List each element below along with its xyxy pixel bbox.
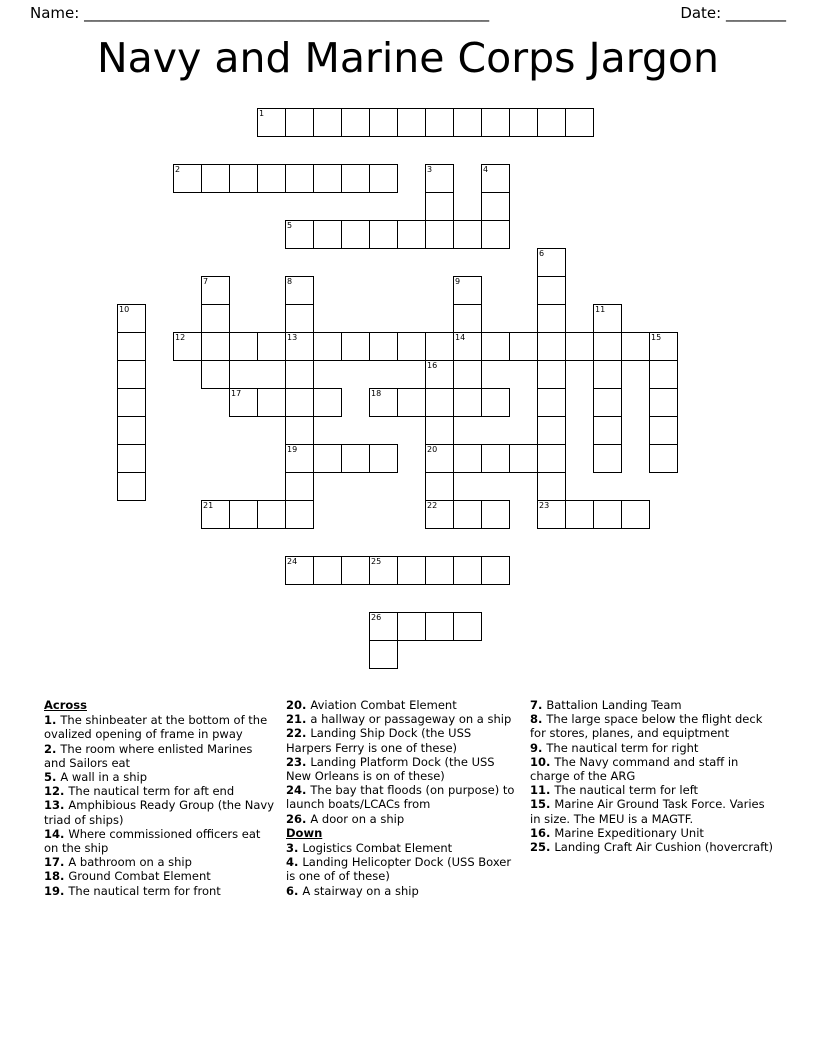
clue-number: 22.: [286, 726, 311, 741]
crossword-cell[interactable]: [201, 360, 230, 389]
clue-number: 12.: [44, 784, 69, 799]
crossword-cell[interactable]: [425, 108, 454, 137]
clue-text: Logistics Combat Element: [302, 841, 453, 856]
crossword-cell[interactable]: [537, 416, 566, 445]
clue-text: The large space below the flight deck for stores, planes, and equiptment: [530, 712, 763, 741]
crossword-cell[interactable]: [285, 304, 314, 333]
clue-item: [286, 855, 516, 883]
clues-column-1: [44, 698, 276, 898]
crossword-cell[interactable]: [117, 332, 146, 361]
cell-number: 17: [231, 389, 242, 398]
crossword-cell[interactable]: [341, 108, 370, 137]
crossword-cell[interactable]: [481, 444, 510, 473]
crossword-cell[interactable]: [285, 472, 314, 501]
name-date-row: [30, 4, 786, 22]
crossword-cell[interactable]: [453, 388, 482, 417]
crossword-cell[interactable]: [425, 220, 454, 249]
crossword-cell[interactable]: [285, 332, 314, 361]
crossword-cell[interactable]: [117, 360, 146, 389]
crossword-cell[interactable]: [425, 332, 454, 361]
crossword-cell[interactable]: [369, 332, 398, 361]
crossword-cell[interactable]: [453, 332, 482, 361]
crossword-cell[interactable]: [229, 500, 258, 529]
crossword-cell[interactable]: [285, 108, 314, 137]
cell-number: 3: [427, 165, 433, 174]
crossword-cell[interactable]: [425, 612, 454, 641]
crossword-cell[interactable]: [481, 332, 510, 361]
crossword-cell[interactable]: [481, 500, 510, 529]
crossword-cell[interactable]: [257, 164, 286, 193]
crossword-cell[interactable]: [369, 164, 398, 193]
crossword-cell[interactable]: [229, 332, 258, 361]
crossword-cell[interactable]: [369, 556, 398, 585]
crossword-cell[interactable]: [341, 332, 370, 361]
crossword-cell[interactable]: [537, 388, 566, 417]
clue-number: 15.: [530, 797, 555, 812]
clue-text: The nautical term for right: [546, 740, 699, 755]
crossword-cell[interactable]: [509, 444, 538, 473]
crossword-cell[interactable]: [425, 164, 454, 193]
cell-number: 9: [455, 277, 461, 286]
clue-item: [530, 712, 774, 740]
crossword-cell[interactable]: [565, 500, 594, 529]
clue-item: [44, 798, 276, 826]
crossword-cell[interactable]: [453, 276, 482, 305]
clue-item: [44, 784, 276, 798]
crossword-cell[interactable]: [201, 164, 230, 193]
clue-item: [44, 869, 276, 883]
crossword-cell[interactable]: [453, 304, 482, 333]
clue-item: [286, 712, 516, 726]
clue-number: 2.: [44, 741, 61, 756]
cell-number: 5: [287, 221, 293, 230]
crossword-cell[interactable]: [593, 416, 622, 445]
crossword-cell[interactable]: [313, 220, 342, 249]
crossword-grid[interactable]: [0, 108, 816, 688]
clue-text: a hallway or passageway on a ship: [310, 712, 512, 727]
crossword-cell[interactable]: [565, 332, 594, 361]
clue-number: 24.: [286, 783, 311, 798]
crossword-cell[interactable]: [285, 416, 314, 445]
cell-number: 15: [651, 333, 662, 342]
cell-number: 10: [119, 305, 130, 314]
crossword-cell[interactable]: [313, 388, 342, 417]
crossword-cell[interactable]: [201, 332, 230, 361]
crossword-cell[interactable]: [173, 164, 202, 193]
crossword-cell[interactable]: [537, 500, 566, 529]
crossword-cell[interactable]: [285, 360, 314, 389]
crossword-cell[interactable]: [229, 388, 258, 417]
clue-number: 9.: [530, 740, 547, 755]
clue-number: 4.: [286, 855, 303, 870]
crossword-cell[interactable]: [369, 612, 398, 641]
clue-number: 21.: [286, 712, 311, 727]
crossword-cell[interactable]: [369, 640, 398, 669]
clue-item: [44, 770, 276, 784]
cell-number: 24: [287, 557, 298, 566]
clue-number: 3.: [286, 841, 303, 856]
crossword-cell[interactable]: [285, 388, 314, 417]
clue-text: Ground Combat Element: [68, 869, 211, 884]
crossword-cell[interactable]: [201, 500, 230, 529]
crossword-cell[interactable]: [425, 444, 454, 473]
clue-text: The nautical term for left: [554, 783, 699, 798]
clue-item: [44, 884, 276, 898]
crossword-cell[interactable]: [313, 556, 342, 585]
cell-number: 18: [371, 389, 382, 398]
crossword-cell[interactable]: [649, 444, 678, 473]
clues-column-3: [530, 698, 774, 854]
clue-number: 14.: [44, 826, 69, 841]
crossword-cell[interactable]: [453, 556, 482, 585]
crossword-cell[interactable]: [313, 108, 342, 137]
crossword-cell[interactable]: [285, 164, 314, 193]
crossword-cell[interactable]: [313, 444, 342, 473]
crossword-cell[interactable]: [481, 556, 510, 585]
clue-number: 25.: [530, 840, 555, 855]
crossword-cell[interactable]: [117, 472, 146, 501]
crossword-cell[interactable]: [285, 500, 314, 529]
clue-text: Aviation Combat Element: [310, 698, 457, 712]
across-heading: Across: [44, 698, 87, 712]
clue-text: A door on a ship: [310, 811, 405, 826]
cell-number: 8: [287, 277, 293, 286]
clue-item: [530, 755, 774, 783]
crossword-cell[interactable]: [425, 500, 454, 529]
crossword-cell[interactable]: [257, 500, 286, 529]
clue-number: 8.: [530, 712, 547, 727]
crossword-cell[interactable]: [481, 220, 510, 249]
crossword-cell[interactable]: [537, 276, 566, 305]
clue-item: [286, 726, 516, 754]
clues-column-2: [286, 698, 516, 898]
crossword-cell[interactable]: [453, 444, 482, 473]
crossword-cell[interactable]: [369, 388, 398, 417]
crossword-cell[interactable]: [481, 108, 510, 137]
clue-text: Amphibious Ready Group (the Navy triad of ships): [44, 798, 275, 827]
clue-text: The shinbeater at the bottom of the ovalized opening of frame in pway: [44, 713, 268, 742]
crossword-cell[interactable]: [341, 444, 370, 473]
clue-item: [286, 841, 516, 855]
crossword-cell[interactable]: [537, 444, 566, 473]
clue-item: [530, 797, 774, 825]
crossword-cell[interactable]: [537, 108, 566, 137]
date-label: Date: ________: [680, 4, 786, 22]
crossword-cell[interactable]: [537, 360, 566, 389]
crossword-cell[interactable]: [649, 360, 678, 389]
crossword-cell[interactable]: [369, 444, 398, 473]
clue-text: The nautical term for front: [68, 883, 221, 898]
clue-item: [530, 840, 774, 854]
crossword-cell[interactable]: [537, 304, 566, 333]
crossword-cell[interactable]: [313, 332, 342, 361]
clue-number: 18.: [44, 869, 69, 884]
crossword-cell[interactable]: [425, 472, 454, 501]
crossword-cell[interactable]: [341, 164, 370, 193]
crossword-cell[interactable]: [649, 416, 678, 445]
crossword-cell[interactable]: [537, 248, 566, 277]
clue-number: 11.: [530, 783, 555, 798]
crossword-cell[interactable]: [621, 332, 650, 361]
crossword-cell[interactable]: [425, 388, 454, 417]
clue-item: [286, 783, 516, 811]
crossword-cell[interactable]: [537, 332, 566, 361]
crossword-cell[interactable]: [285, 220, 314, 249]
clues-section: [44, 698, 774, 968]
crossword-cell[interactable]: [117, 444, 146, 473]
clue-text: A wall in a ship: [60, 770, 148, 785]
cell-number: 20: [427, 445, 438, 454]
cell-number: 6: [539, 249, 545, 258]
cell-number: 12: [175, 333, 186, 342]
crossword-cell[interactable]: [649, 388, 678, 417]
crossword-cell[interactable]: [369, 108, 398, 137]
cell-number: 22: [427, 501, 438, 510]
clue-text: The bay that floods (on purpose) to launch boats/LCACs from: [286, 783, 515, 812]
crossword-cell[interactable]: [397, 388, 426, 417]
clue-text: Landing Platform Dock (the USS New Orleans is on of these): [286, 754, 495, 784]
crossword-cell[interactable]: [257, 388, 286, 417]
crossword-cell[interactable]: [621, 500, 650, 529]
cell-number: 7: [203, 277, 209, 286]
clue-item: [286, 698, 516, 712]
crossword-cell[interactable]: [201, 304, 230, 333]
crossword-cell[interactable]: [285, 276, 314, 305]
clue-number: 19.: [44, 883, 69, 898]
clue-text: Landing Craft Air Cushion (hovercraft): [554, 840, 774, 855]
clue-number: 13.: [44, 798, 69, 813]
clue-item: [44, 742, 276, 770]
crossword-cell[interactable]: [481, 388, 510, 417]
clue-text: A bathroom on a ship: [68, 855, 192, 870]
crossword-cell[interactable]: [397, 332, 426, 361]
crossword-cell[interactable]: [285, 444, 314, 473]
crossword-cell[interactable]: [593, 388, 622, 417]
cell-number: 26: [371, 613, 382, 622]
crossword-cell[interactable]: [201, 276, 230, 305]
cell-number: 23: [539, 501, 550, 510]
clue-number: 1.: [44, 713, 61, 728]
clue-text: The room where enlisted Marines and Sailors eat: [44, 741, 253, 770]
clue-text: The nautical term for aft end: [68, 784, 235, 799]
crossword-cell[interactable]: [593, 500, 622, 529]
cell-number: 13: [287, 333, 298, 342]
crossword-cell[interactable]: [593, 332, 622, 361]
clue-item: [44, 855, 276, 869]
clue-text: Marine Expeditionary Unit: [554, 825, 704, 840]
clue-item: [530, 698, 774, 712]
cell-number: 16: [427, 361, 438, 370]
crossword-cell[interactable]: [593, 304, 622, 333]
cell-number: 4: [483, 165, 489, 174]
crossword-cell[interactable]: [453, 500, 482, 529]
crossword-cell[interactable]: [397, 108, 426, 137]
crossword-cell[interactable]: [397, 612, 426, 641]
crossword-cell[interactable]: [481, 164, 510, 193]
clue-item: [530, 826, 774, 840]
crossword-cell[interactable]: [313, 164, 342, 193]
clue-item: [286, 755, 516, 783]
down-heading: Down: [286, 825, 323, 840]
cell-number: 1: [259, 109, 265, 118]
crossword-cell[interactable]: [453, 108, 482, 137]
clue-text: A stairway on a ship: [302, 883, 419, 898]
clue-number: 7.: [530, 698, 547, 712]
clue-text: The Navy command and staff in charge of the ARG: [530, 754, 739, 784]
crossword-cell[interactable]: [285, 556, 314, 585]
clue-text: Landing Ship Dock (the USS Harpers Ferry is one of these): [286, 726, 472, 755]
crossword-cell[interactable]: [117, 304, 146, 333]
crossword-cell[interactable]: [397, 220, 426, 249]
cell-number: 2: [175, 165, 181, 174]
crossword-cell[interactable]: [425, 556, 454, 585]
clue-number: 20.: [286, 698, 311, 712]
clue-text: Where commissioned officers eat on the ship: [44, 826, 261, 856]
cell-number: 11: [595, 305, 606, 314]
crossword-cell[interactable]: [341, 220, 370, 249]
clue-number: 26.: [286, 811, 311, 826]
crossword-cell[interactable]: [509, 108, 538, 137]
crossword-cell[interactable]: [453, 360, 482, 389]
crossword-cell[interactable]: [649, 332, 678, 361]
clue-number: 6.: [286, 883, 303, 898]
crossword-cell[interactable]: [397, 556, 426, 585]
clue-text: Landing Helicopter Dock (USS Boxer is one of of these): [286, 855, 512, 884]
clue-item: [530, 741, 774, 755]
crossword-cell[interactable]: [257, 108, 286, 137]
clue-number: 17.: [44, 855, 69, 870]
clue-item: [44, 827, 276, 855]
cell-number: 21: [203, 501, 214, 510]
crossword-cell[interactable]: [229, 164, 258, 193]
clue-item: [44, 713, 276, 741]
clue-number: 5.: [44, 770, 61, 785]
crossword-cell[interactable]: [481, 192, 510, 221]
clue-item: [286, 812, 516, 826]
crossword-cell[interactable]: [341, 556, 370, 585]
clue-text: Marine Air Ground Task Force. Varies in size. The MEU is a MAGTF.: [530, 797, 765, 826]
crossword-cell[interactable]: [565, 108, 594, 137]
cell-number: 19: [287, 445, 298, 454]
crossword-cell[interactable]: [593, 444, 622, 473]
crossword-cell[interactable]: [509, 332, 538, 361]
cell-number: 25: [371, 557, 382, 566]
clue-number: 23.: [286, 754, 311, 769]
cell-number: 14: [455, 333, 466, 342]
crossword-cell[interactable]: [453, 612, 482, 641]
clue-item: [286, 884, 516, 898]
crossword-cell[interactable]: [425, 360, 454, 389]
crossword-cell[interactable]: [369, 220, 398, 249]
crossword-cell[interactable]: [425, 192, 454, 221]
crossword-cell[interactable]: [593, 360, 622, 389]
page-title: Navy and Marine Corps Jargon: [97, 34, 719, 82]
clue-text: Battalion Landing Team: [546, 698, 682, 712]
clue-number: 16.: [530, 825, 555, 840]
crossword-cell[interactable]: [453, 220, 482, 249]
crossword-cell[interactable]: [537, 472, 566, 501]
crossword-cell[interactable]: [425, 416, 454, 445]
crossword-cell[interactable]: [117, 388, 146, 417]
crossword-cell[interactable]: [257, 332, 286, 361]
name-label: Name: ______________________________________________________: [30, 4, 490, 22]
clue-number: 10.: [530, 754, 555, 769]
crossword-cell[interactable]: [117, 416, 146, 445]
crossword-cell[interactable]: [173, 332, 202, 361]
clue-item: [530, 783, 774, 797]
